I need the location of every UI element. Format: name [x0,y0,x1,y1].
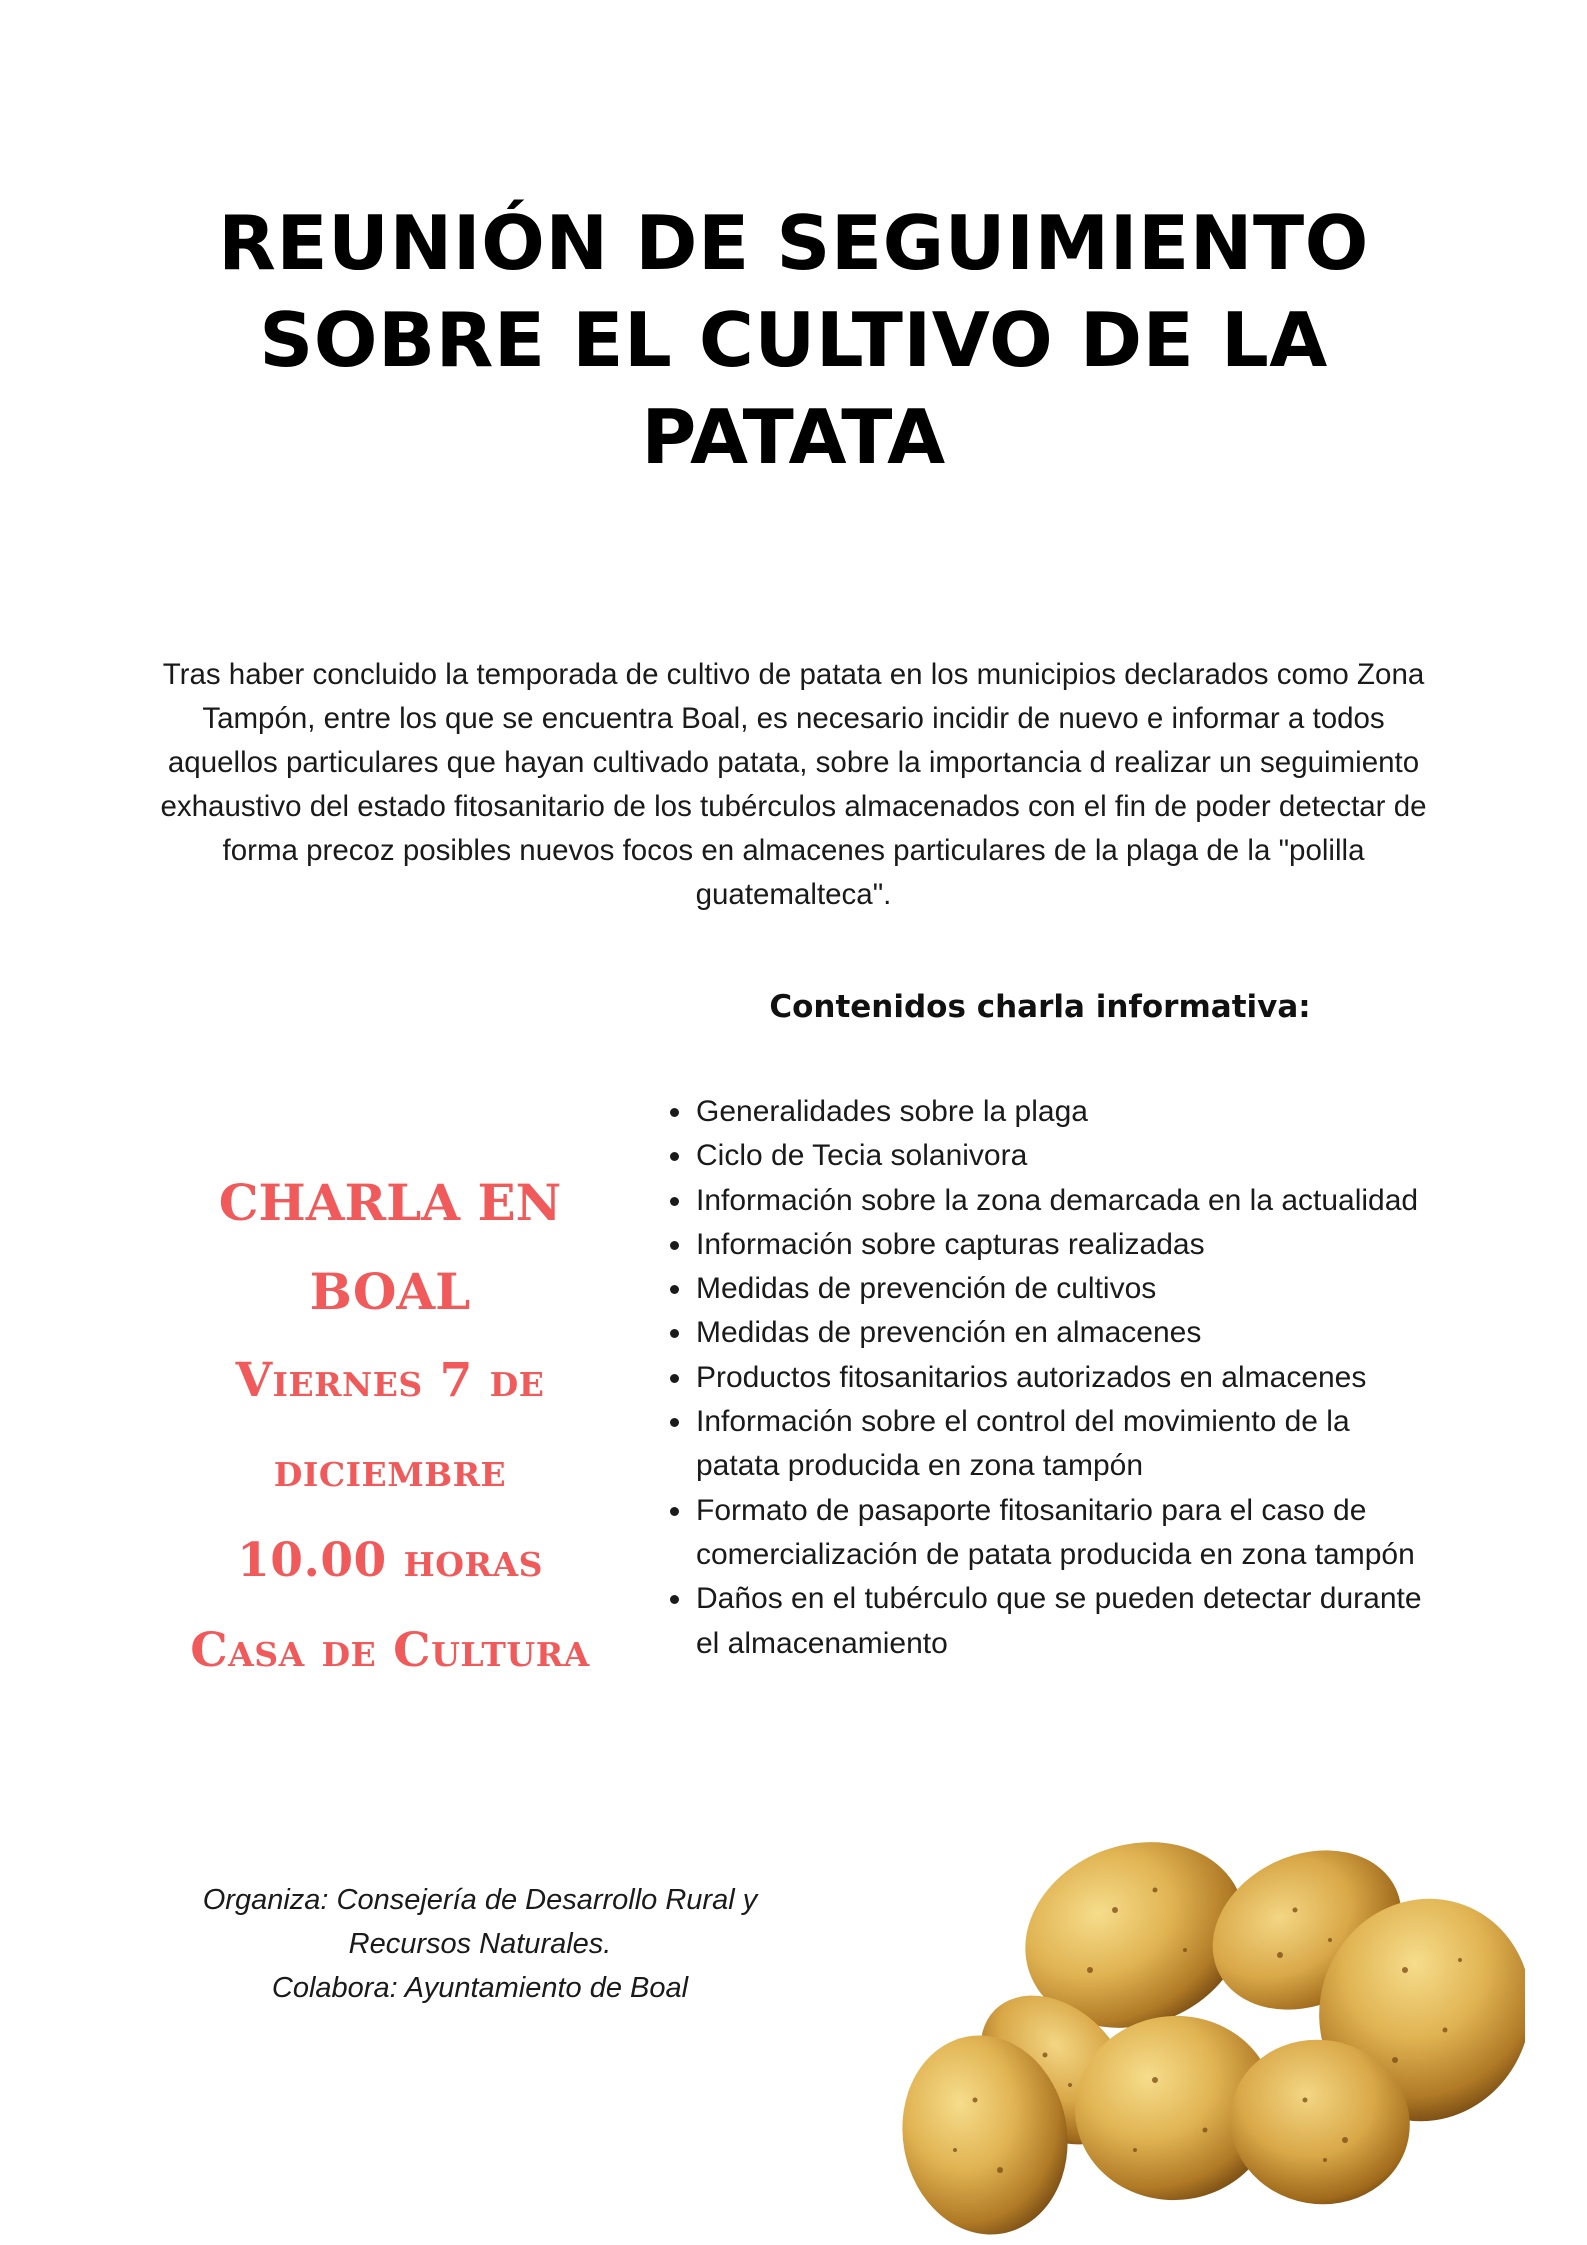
bullet-icon [670,1285,679,1294]
list-item-text: Ciclo de Tecia solanivora [696,1139,1028,1173]
collaborator-line: Colabora: Ayuntamiento de Boal [271,1972,689,2004]
event-time: 10.00 horas [237,1533,543,1588]
potatoes-illustration [885,1740,1525,2245]
list-item-text: Daños en el tubérculo que se pueden detectar durante el almacenamiento [696,1582,1422,1660]
list-item-text: Generalidades sobre la plaga [696,1095,1088,1128]
list-item-text: Información sobre el control del movimiento de la patata producida en zona tampón [696,1405,1350,1483]
topics-list [670,1090,1430,1666]
page-title [0,195,1587,486]
bullet-icon [670,1418,679,1427]
bullet-icon [670,1241,679,1250]
title-line-3: PATATA [641,393,946,481]
credits [140,1878,820,2010]
bullet-icon [670,1152,679,1161]
list-item-text: Información sobre capturas realizadas [696,1227,1205,1261]
event-date-day: Viernes 7 de [235,1353,545,1408]
event-title: CHARLA EN [218,1173,562,1232]
list-item [670,1577,1430,1666]
event-venue: Casa de Cultura [190,1623,590,1678]
bullet-icon [670,1108,679,1117]
event-info [130,1158,650,1696]
bullet-icon [670,1374,679,1383]
organizer-line: Organiza: Consejería de Desarrollo Rural y [202,1884,758,1916]
list-item [670,1223,1430,1267]
list-item [670,1090,1430,1134]
list-item [670,1489,1430,1578]
bullet-icon [670,1507,679,1516]
list-item-text: Formato de pasaporte fitosanitario para el caso de comercialización de patata producida en zona tampón [696,1493,1415,1571]
event-location: BOAL [309,1262,471,1321]
list-item [670,1267,1430,1311]
list-item-text: Información sobre la zona demarcada en la actualidad [696,1183,1419,1217]
intro-paragraph: Tras haber concluido la temporada de cultivo de patata en los municipios declarados como Zona Tampón, entre los que se encuentra Boal, es necesario incidir de nuevo e informar a todos aquellos particulares que hayan cultivado patata, sobre la importancia d realizar un seguimiento exhaustivo del estado fitosanitario de los tubérculos almacenados con el fin de poder detectar de forma precoz posibles nuevos focos en almacenes particulares de la plaga de la "polilla guatemalteca". [160,658,1427,911]
list-item [670,1311,1430,1355]
event-date-month: diciembre [273,1443,507,1498]
organizer-line-2: Recursos Naturales. [348,1928,612,1960]
bullet-icon [670,1329,679,1338]
list-item [670,1179,1430,1223]
list-item [670,1400,1430,1489]
list-item-text: Productos fitosanitarios autorizados en almacenes [696,1360,1367,1394]
list-item-text: Medidas de prevención de cultivos [696,1272,1157,1306]
title-line-2: SOBRE EL CULTIVO DE LA [259,296,1328,384]
list-item [670,1134,1430,1178]
contents-heading: Contenidos charla informativa: [769,989,1311,1025]
list-item-text: Medidas de prevención en almacenes [696,1316,1202,1350]
bullet-icon [670,1595,679,1604]
title-line-1: REUNIÓN DE SEGUIMIENTO [218,199,1369,287]
list-item [670,1356,1430,1400]
bullet-icon [670,1197,679,1206]
